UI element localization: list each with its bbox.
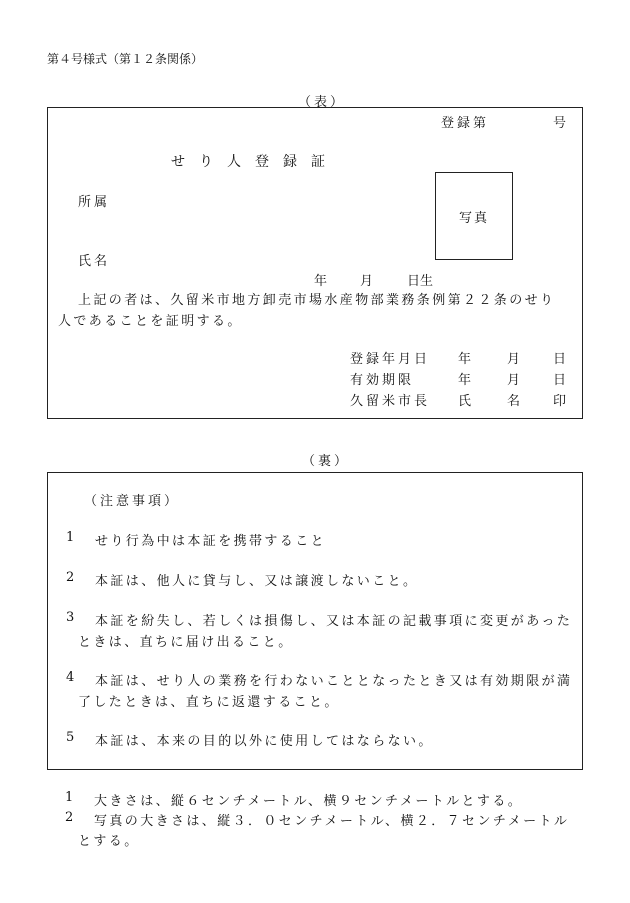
back-caption: （裏）: [302, 454, 351, 469]
photo-label: 写真: [458, 210, 489, 226]
notice-heading: （注意事項）: [84, 494, 181, 509]
row-cell-1: 年: [458, 352, 472, 367]
row-cell-1: 氏: [458, 394, 472, 409]
row-label: 有効期限: [350, 373, 415, 388]
notice-item-number: 2: [66, 570, 75, 585]
footer-note-number: 1: [65, 790, 74, 805]
registration-number-suffix: 号: [553, 116, 567, 131]
photo-box: [435, 172, 513, 260]
row-cell-3: 日: [553, 373, 567, 388]
birth-year: 年: [314, 274, 328, 289]
row-cell-3: 印: [553, 394, 567, 409]
notice-item-text: 本証を紛失し、若しくは損傷し、又は本証の記載事項に変更があった: [95, 614, 573, 629]
row-cell-2: 月: [507, 373, 521, 388]
statement-line-2: 人であることを証明する。: [58, 314, 243, 329]
notice-item-text: せり行為中は本証を携帯すること: [95, 534, 327, 549]
footer-note-number: 2: [65, 810, 74, 825]
form-number: 第４号様式（第１２条関係）: [47, 52, 204, 66]
notice-item-number: 5: [66, 730, 75, 745]
footer-note-text: 大きさは、縦６センチメートル、横９センチメートルとする。: [94, 794, 524, 809]
name-label: 氏名: [78, 254, 111, 269]
notice-item-number: 3: [66, 610, 75, 625]
notice-item-number: 4: [66, 670, 75, 685]
row-label: 久留米市長: [350, 394, 431, 409]
affiliation-label: 所属: [78, 195, 111, 210]
notice-item-text: 本証は、他人に貸与し、又は譲渡しないこと。: [95, 574, 419, 589]
row-label: 登録年月日: [350, 352, 431, 367]
front-card: [47, 107, 583, 419]
card-title: せ り 人 登 録 証: [171, 154, 325, 170]
front-caption: （表）: [298, 95, 347, 110]
notice-item-text-cont: 了したときは、直ちに返還すること。: [78, 695, 340, 710]
notice-item-text: 本証は、せり人の業務を行わないこととなったとき又は有効期限が満: [95, 674, 573, 689]
row-cell-2: 月: [507, 352, 521, 367]
row-cell-2: 名: [507, 394, 521, 409]
notice-item-text-cont: ときは、直ちに届け出ること。: [78, 635, 294, 650]
registration-number-prefix: 登録第: [441, 116, 490, 131]
birth-month: 月: [360, 274, 374, 289]
row-cell-3: 日: [553, 352, 567, 367]
notice-item-number: 1: [66, 530, 75, 545]
row-cell-1: 年: [458, 373, 472, 388]
back-card: [47, 472, 583, 770]
notice-item-text: 本証は、本来の目的以外に使用してはならない。: [95, 734, 434, 749]
footer-note-text-cont: とする。: [78, 834, 140, 849]
footer-note-text: 写真の大きさは、縦３．０センチメートル、横２．７センチメートル: [94, 814, 570, 829]
birth-day: 日生: [407, 274, 434, 289]
statement-line-1: 上記の者は、久留米市地方卸売市場水産物部業務条例第２２条のせり: [78, 293, 556, 308]
